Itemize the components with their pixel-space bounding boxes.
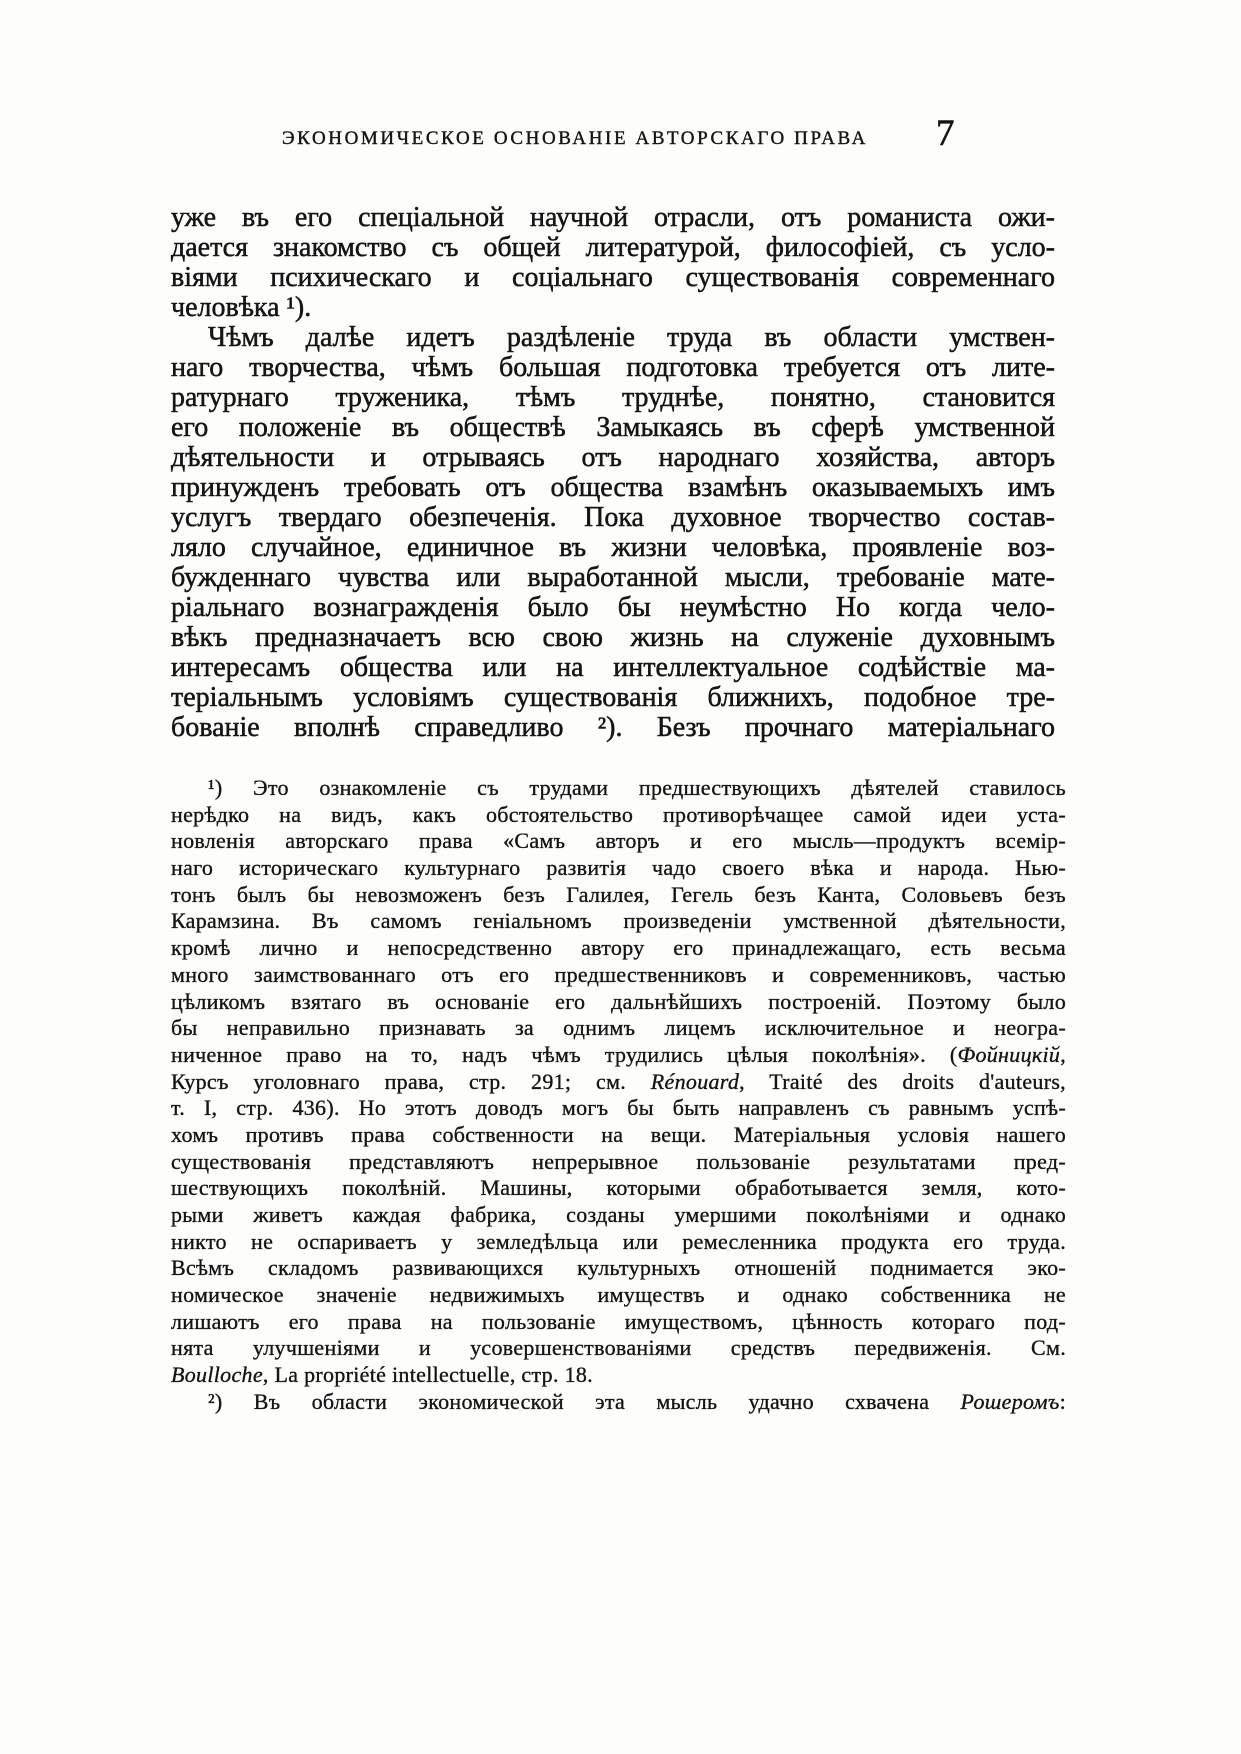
footnote-text: ²) Въ области экономической эта мысль удачно схвачена <box>208 1388 961 1414</box>
footnote-text: : <box>1059 1388 1066 1414</box>
cited-author: Rénouard <box>650 1068 740 1094</box>
footnote-text: Курсъ уголовнаго права, стр. 291; см. <box>171 1068 651 1094</box>
cited-author: Рошеромъ <box>960 1388 1060 1414</box>
footnote-line: рыми живетъ каждая фабрика, созданы умершими поколѣніями и однако <box>171 1202 1066 1227</box>
footnote-line: нята улучшеніями и усовершенствованіями средствъ передвиженія. См. <box>171 1335 1066 1361</box>
footnotes <box>171 775 1066 1416</box>
footnote-text: , <box>1060 1041 1066 1067</box>
footnote-line: лишаютъ его права на пользованіе имуществомъ, цѣнность котораго под- <box>171 1308 1066 1334</box>
footnote-text: , Traité des droits d'auteurs, <box>739 1068 1066 1094</box>
footnote-line: шествующихъ поколѣній. Машины, которыми обработывается земля, кото- <box>171 1175 1066 1201</box>
footnote-line: ¹) Это ознакомленіе съ трудами предшествующихъ дѣятелей ставилось <box>208 775 1066 800</box>
body-line: віями психическаго и соціальнаго существованія современнаго <box>171 262 1055 293</box>
body-line: дается знакомство съ общей литературой, философіей, съ усло- <box>171 232 1055 263</box>
footnote-line: цѣликомъ взятаго въ основаніе его дальнѣйшихъ построеній. Поэтому было <box>171 988 1066 1014</box>
footnote-line: тонъ былъ бы невозможенъ безъ Галилея, Гегель безъ Канта, Соловьевъ безъ <box>171 881 1066 907</box>
footnote-line: наго историческаго культурнаго развитія чадо своего вѣка и народа. Нью- <box>171 855 1066 881</box>
footnote-line: кромѣ лично и непосредственно автору его принадлежащаго, есть весьма <box>171 935 1066 961</box>
body-line: наго творчества, чѣмъ большая подготовка требуется отъ лите- <box>171 352 1055 383</box>
body-line: интересамъ общества или на интеллектуальное содѣйствіе ма- <box>171 652 1055 683</box>
body-line: теріальнымъ условіямъ существованія ближнихъ, подобное тре- <box>171 682 1055 713</box>
footnote-line <box>171 1389 1066 1416</box>
body-line: ратурнаго труженика, тѣмъ труднѣе, понятно, становится <box>171 382 1055 413</box>
footnote-line: хомъ противъ права собственности на вещи. Матеріальныя условія нашего <box>171 1121 1066 1147</box>
cited-author: Фойницкій <box>957 1041 1061 1067</box>
cited-author: Boulloche <box>171 1362 263 1388</box>
page-number: 7 <box>936 113 955 154</box>
footnote-line <box>171 1069 1066 1096</box>
body-line: Чѣмъ далѣе идетъ раздѣленіе труда въ области умствен- <box>208 322 1055 353</box>
body-text <box>171 203 1055 743</box>
footnote-text: , La propriété intellectuelle, стр. 18. <box>262 1362 593 1388</box>
body-line: бованіе вполнѣ справедливо ²). Безъ прочнаго матеріальнаго <box>171 712 1055 743</box>
footnote-line: много заимствованнаго отъ его предшественниковъ и современниковъ, частью <box>171 961 1066 987</box>
body-line: вѣкъ предназначаетъ всю свою жизнь на служеніе духовнымъ <box>171 622 1055 653</box>
footnote-line: никто не оспариваетъ у земледѣльца или ремесленника продукта его труда. <box>171 1228 1066 1254</box>
footnote-line: номическое значеніе недвижимыхъ имуществъ и однако собственника не <box>171 1282 1066 1308</box>
footnote-line <box>171 1042 1066 1069</box>
footnote-line: т. I, стр. 436). Но этотъ доводъ могъ бы быть направленъ съ равнымъ успѣ- <box>171 1095 1066 1121</box>
footnote-line: бы неправильно признавать за однимъ лицемъ исключительное и неогра- <box>171 1015 1066 1041</box>
body-line: бужденнаго чувства или выработанной мысли, требованіе мате- <box>171 562 1055 593</box>
body-line: уже въ его спеціальной научной отрасли, отъ романиста ожи- <box>171 202 1055 233</box>
body-line: дѣятельности и отрываясь отъ народнаго хозяйства, авторъ <box>171 442 1055 473</box>
footnote-line: новленія авторскаго права «Самъ авторъ и его мысль—продуктъ всемір- <box>171 828 1066 854</box>
footnote-line: нерѣдко на видъ, какъ обстоятельство противорѣчащее самой идеи уста- <box>171 801 1066 827</box>
body-line: человѣка ¹). <box>171 292 312 323</box>
body-line: его положеніе въ обществѣ Замыкаясь въ сферѣ умственной <box>171 412 1055 443</box>
footnote-line: Всѣмъ складомъ развивающихся культурныхъ отношеній поднимается эко- <box>171 1255 1066 1281</box>
footnote-line: существованія представляютъ непрерывное пользованіе результатами пред- <box>171 1148 1066 1174</box>
body-line: услугъ твердаго обезпеченія. Пока духовное творчество состав- <box>171 502 1055 533</box>
running-title: ЭКОНОМИЧЕСКОЕ ОСНОВАНІЕ АВТОРСКАГО ПРАВА <box>282 128 868 149</box>
body-line: ляло случайное, единичное въ жизни человѣка, проявленіе воз- <box>171 532 1055 563</box>
body-line: принужденъ требовать отъ общества взамѣнъ оказываемыхъ имъ <box>171 472 1055 503</box>
body-line: ріальнаго вознагражденія было бы неумѣстно Но когда чело- <box>171 592 1055 623</box>
footnote-line <box>171 1362 1066 1389</box>
footnote-line: Карамзина. Въ самомъ геніальномъ произведеніи умственной дѣятельности, <box>171 908 1066 934</box>
footnote-text: ниченное право на то, надъ чѣмъ трудились цѣлыя поколѣнія». ( <box>171 1041 958 1067</box>
